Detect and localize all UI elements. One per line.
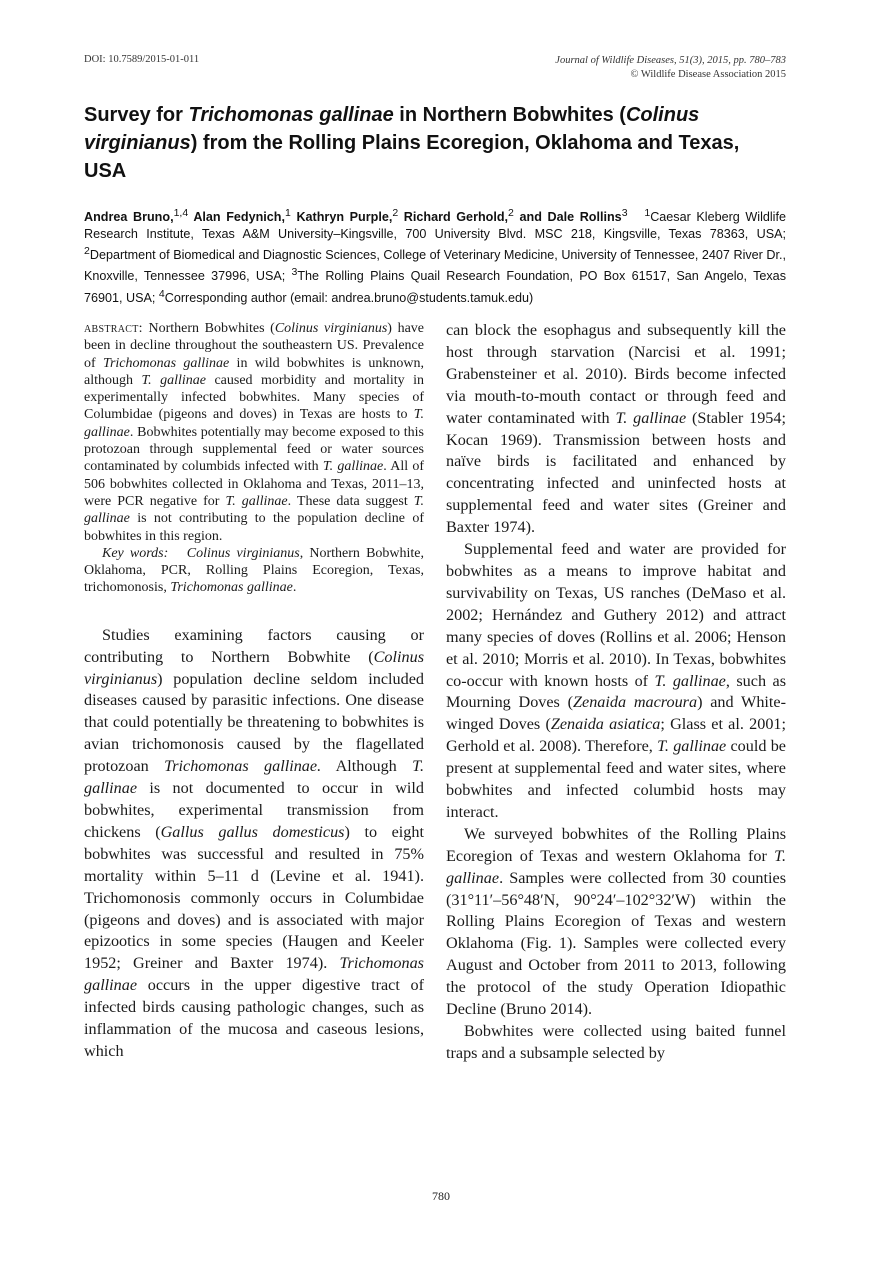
abstract-species: T. gallinae (141, 372, 207, 388)
body-text: occurs in the upper digestive tract of infected birds causing pathologic changes, such as inflammation of the mucosa and caseous lesions, which (84, 976, 424, 1060)
body-text: Although (321, 757, 413, 776)
keywords (84, 545, 424, 597)
abstract-text: in wild bobwhites is unknown, although (84, 355, 424, 388)
affiliation-superscript: 3 (291, 266, 298, 279)
affiliation-superscript: 2 (84, 245, 90, 258)
body-species: Colinus virginianus (84, 647, 424, 688)
body-species: T. gallinae (446, 846, 786, 887)
body-species: T. gallinae (84, 757, 425, 798)
body-species: Zenaida macroura (573, 693, 698, 712)
body-text: Studies examining factors causing or contributing to Northern Bobwhite ( (84, 625, 424, 666)
abstract-species: Trichomonas gallinae (102, 355, 230, 371)
article-title (84, 101, 784, 185)
body-text: ) to eight bobwhites was successful and resulted in 75% mortality within 5–11 d (Levine et al. 1941). Trichomonosis commonly occurs in Columbidae (pigeons and doves) and is associated with major epizootics in some species (Haugen and Keeler 1952; Greiner and Baxter 1974). (84, 822, 424, 973)
body-text: Supplemental feed and water are provided for bobwhites as a means to improve habitat and survivability on Texas, US ranches (DeMaso et al. 2002; Hernández and Guthery 2012) and attract many species of doves (Rollins et al. 2006; Henson et al. 2010; Morris et al. 2010). In Texas, bobwhites co-occur with known hosts of (446, 540, 786, 690)
body-paragraph (446, 824, 786, 1021)
body-paragraph (446, 1021, 786, 1065)
author-block (84, 205, 786, 307)
affiliation: The Rolling Plains Quail Research Foundation, PO Box 61517, San Angelo, Texas 76901, USA; (84, 269, 786, 305)
abstract-label: abstract: (84, 321, 143, 336)
abstract-text: . Bobwhites potentially may become exposed to this protozoan through supplemental feed or water sources contaminated by columbids infected with (84, 424, 424, 475)
body-paragraph (84, 625, 424, 1063)
body-text: is not documented to occur in wild bobwhites, experimental transmission from chickens ( (84, 779, 424, 841)
keyword-species: Trichomonas gallinae (170, 580, 293, 596)
title-text: Survey for (84, 104, 189, 126)
body-paragraph (446, 320, 786, 539)
abstract-species: T. gallinae (84, 407, 424, 440)
abstract-text: Northern Bobwhites ( (142, 321, 275, 336)
author-name: Alan Fedynich, (188, 210, 285, 225)
right-column (446, 320, 786, 1065)
author-name: and Dale Rollins (513, 210, 622, 225)
corresponding-author: Corresponding author (email: andrea.bruno@students.tamuk.edu) (164, 290, 534, 305)
title-text: ) from the Rolling Plains Ecoregion, Oklahoma and Texas, USA (84, 132, 740, 182)
abstract-species: T. gallinae (84, 493, 424, 527)
doi-line: DOI: 10.7589/2015-01-011 (84, 54, 200, 65)
author-name: Andrea Bruno, (84, 210, 174, 225)
keyword-text: . (292, 580, 297, 596)
copyright-line: © Wildlife Disease Association 2015 (630, 69, 786, 80)
body-text: Bobwhites were collected using baited funnel traps and a subsample selected by (446, 1022, 786, 1062)
affiliation: Department of Biomedical and Diagnostic Sciences, College of Veterinary Medicine, University of Tennessee, 2407 River Dr., Knoxville, Tennessee 37996, USA; (84, 248, 786, 284)
body-text: . Samples were collected from 30 counties (31°11′–56°48′N, 90°24′–102°32′W) within the Rolling Plains Ecoregion of Texas and western Oklahoma (Fig. 1). Samples were collected every August and October from 2011 to 2013, following the protocol of the study Operation Idiopathic Decline (Bruno 2014). (446, 868, 786, 1019)
body-text: ; Glass et al. 2001; Gerhold et al. 2008). Therefore, (446, 715, 787, 756)
body-species: T. gallinae (654, 671, 726, 690)
title-text: in Northern Bobwhites ( (393, 104, 626, 126)
body-text: can block the esophagus and subsequently kill the host through starvation (Narcisi et al. 1991; Grabensteiner et al. 2010). Birds become infected via mouth-to-mouth contact or through feed and water contaminated with (446, 321, 786, 427)
left-column (84, 320, 424, 1063)
body-text: (Stabler 1954; Kocan 1969). Transmission between hosts and naïve birds is facilitated and enhanced by concentrating infected and uninfected hosts at supplemental feed and water sites (Greiner and Baxter 1974). (446, 408, 786, 537)
title-species: Trichomonas gallinae (188, 104, 394, 126)
affiliation-superscript: 4 (158, 287, 165, 300)
author-superscript: 2 (508, 207, 514, 219)
body-text: ) population decline seldom included diseases caused by parasitic infections. One disease that could potentially be threatening to bobwhites is avian trichomonosis caused by the flagellated protozoan (84, 669, 424, 776)
author-superscript: 2 (392, 207, 399, 219)
abstract-text: . All of 506 bobwhites collected in Oklahoma and Texas, 2011–13, were PCR negative for (84, 459, 425, 509)
abstract-species: T. gallinae (225, 493, 288, 509)
author-name: Kathryn Purple, (290, 210, 393, 225)
body-species: Gallus gallus domesticus (160, 822, 345, 841)
title-species: Colinus virginianus (84, 104, 700, 154)
journal-citation: Journal of Wildlife Diseases, 51(3), 2015, pp. 780–783 (555, 55, 786, 66)
author-superscript: 1,4 (173, 207, 189, 219)
author-superscript: 3 (621, 207, 628, 219)
page-number: 780 (432, 1189, 450, 1203)
body-text: ) and White-winged Doves ( (446, 693, 786, 734)
body-text: could be present at supplemental feed and water sites, where bobwhites and infected columbid hosts may interact. (446, 737, 786, 821)
keywords-label: Key words: (102, 545, 169, 561)
body-species: T. gallinae (657, 737, 727, 756)
abstract (84, 320, 424, 545)
author-superscript: 1 (285, 207, 291, 219)
body-species: Trichomonas gallinae (84, 954, 424, 995)
body-text: , such as Mourning Doves ( (446, 671, 786, 712)
abstract-text: caused morbidity and mortality in experimentally infected bobwhites. Many species of Columbidae (pigeons and doves) in Texas are hosts to (84, 372, 424, 423)
abstract-species: Colinus virginianus (274, 321, 388, 336)
journal-header (555, 54, 786, 82)
body-species: Zenaida asiatica (550, 715, 661, 734)
body-species: Trichomonas gallinae. (164, 757, 322, 776)
author-name: Richard Gerhold, (398, 210, 509, 225)
abstract-species: T. gallinae (322, 459, 384, 475)
keyword-text: , Northern Bobwhite, Oklahoma, PCR, Rolling Plains Ecoregion, Texas, trichomonosis, (84, 545, 425, 596)
abstract-text: . These data suggest (287, 493, 414, 509)
keyword-species: Colinus virginianus (186, 545, 300, 561)
affiliation-superscript: 1 (644, 207, 651, 219)
body-text: We surveyed bobwhites of the Rolling Plains Ecoregion of Texas and western Oklahoma for (446, 824, 786, 865)
affiliation: Caesar Kleberg Wildlife Research Institute, Texas A&M University–Kingsville, 700 University Blvd. MSC 218, Kingsville, Texas 78363, USA; (84, 210, 786, 242)
abstract-text: ) have been in decline throughout the southeastern US. Prevalence of (84, 321, 425, 371)
abstract-text: is not contributing to the population decline of bobwhites in this region. (84, 511, 424, 544)
body-species: T. gallinae (615, 408, 687, 427)
section-spacer (84, 597, 424, 625)
body-paragraph (446, 539, 786, 824)
